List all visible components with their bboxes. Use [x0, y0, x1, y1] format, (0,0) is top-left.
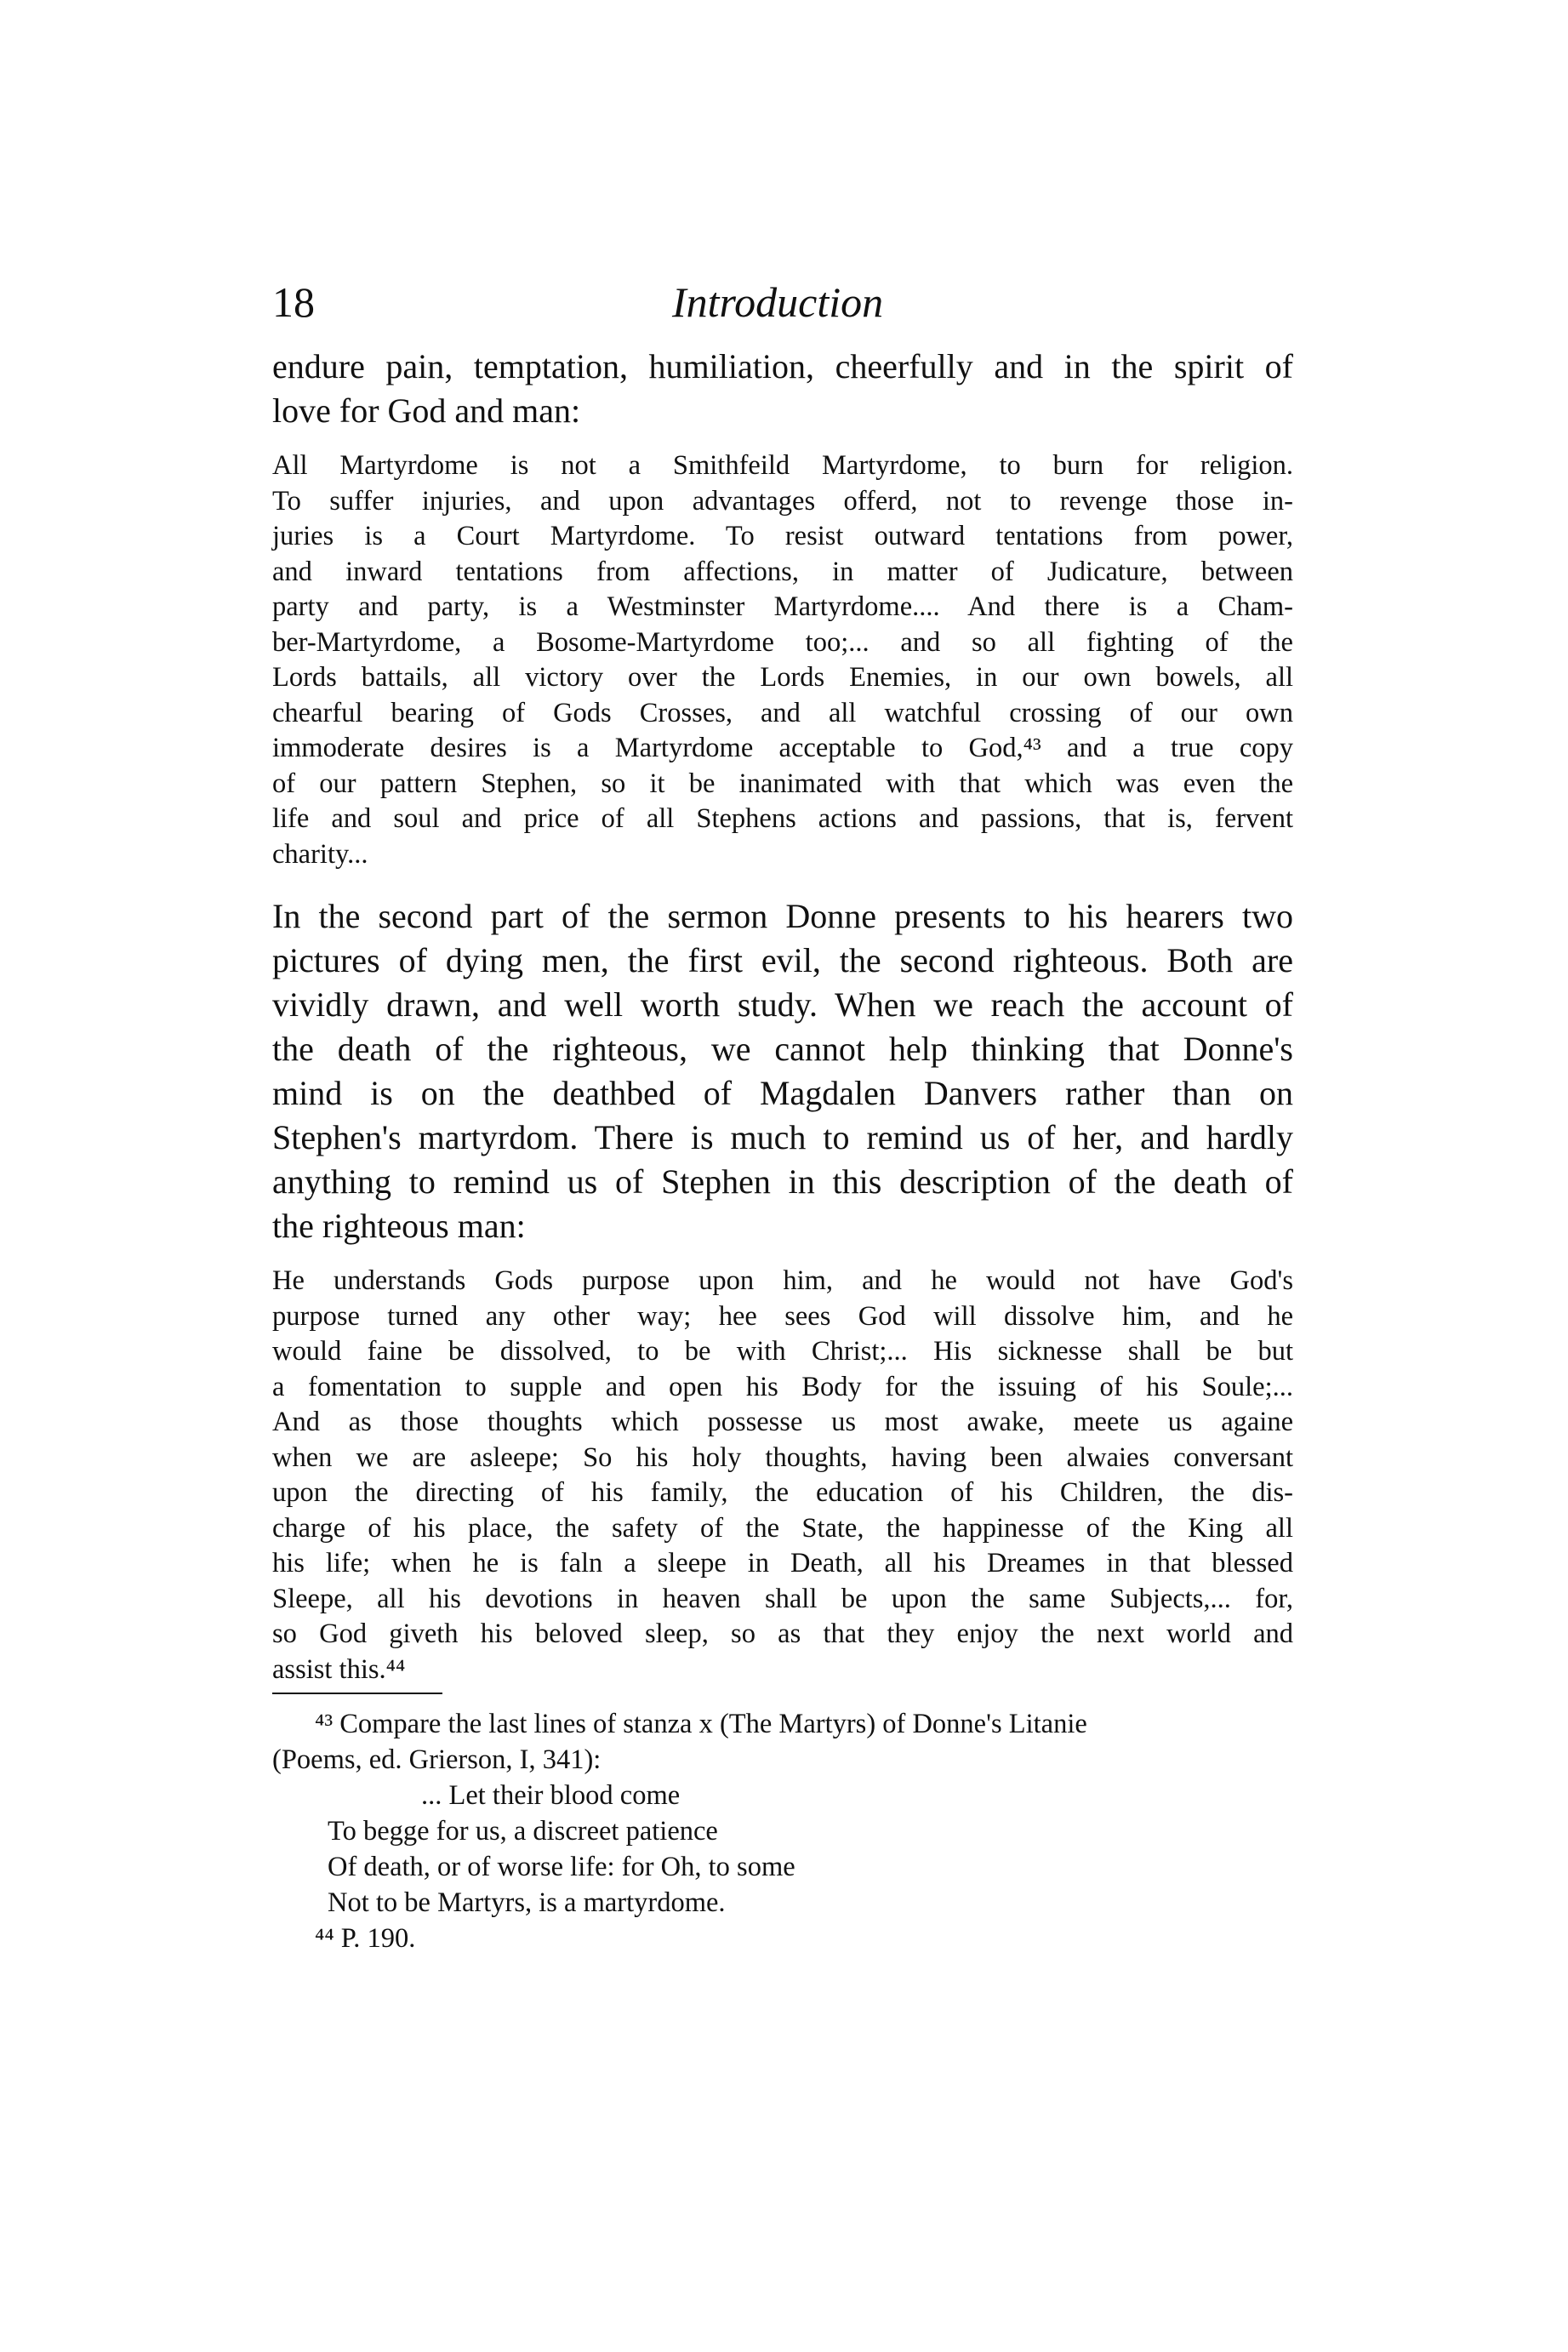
quote-line: charity...	[272, 838, 368, 870]
quote-line: juries is a Court Martyrdome. To resist outward tentations from power,	[272, 521, 1293, 551]
quote-line: would faine be dissolved, to be with Christ;... His sicknesse shall be but	[272, 1336, 1293, 1367]
quote-line: And as those thoughts which possesse us most awake, meete us againe	[272, 1407, 1293, 1437]
footnote-43-line-2: (Poems, ed. Grierson, I, 341):	[272, 1744, 602, 1775]
footnote-43-line-1: ⁴³ Compare the last lines of stanza x (The Martyrs) of Donne's Litanie	[315, 1709, 1087, 1739]
running-head: Introduction	[672, 278, 884, 326]
text-line: mind is on the deathbed of Magdalen Danvers rather than on	[272, 1074, 1293, 1112]
quote-line: his life; when he is faln a sleepe in Death, all his Dreames in that blessed	[272, 1548, 1293, 1578]
verse-line: Not to be Martyrs, is a martyrdome.	[328, 1887, 726, 1918]
quote-line: life and soul and price of all Stephens actions and passions, that is, fervent	[272, 803, 1293, 834]
quote-line: Lords battails, all victory over the Lords Enemies, in our own bowels, all	[272, 662, 1293, 693]
quote-line: upon the directing of his family, the education of his Children, the dis-	[272, 1477, 1293, 1508]
page-header	[272, 277, 1293, 336]
text-line: vividly drawn, and well worth study. When we reach the account of	[272, 985, 1293, 1024]
quote-line: All Martyrdome is not a Smithfeild Martyrdome, to burn for religion.	[272, 450, 1293, 481]
paragraph-second-part	[272, 894, 1293, 1248]
page-number: 18	[272, 278, 315, 326]
verse-line: Of death, or of worse life: for Oh, to some	[328, 1852, 795, 1882]
quote-line: when we are asleepe; So his holy thoughts, having been alwaies conversant	[272, 1441, 1293, 1473]
text-line: anything to remind us of Stephen in this description of the death of	[272, 1162, 1293, 1201]
intro-paragraph	[272, 345, 1293, 433]
quote-line: party and party, is a Westminster Martyrdome.... And there is a Cham-	[272, 591, 1293, 622]
page-body	[272, 345, 1293, 1956]
quote-line: Sleepe, all his devotions in heaven shall be upon the same Subjects,... for,	[272, 1583, 1293, 1614]
quote-line: charge of his place, the safety of the State, the happinesse of the King all	[272, 1512, 1293, 1544]
footnote-rule	[272, 1693, 442, 1694]
quote-line: and inward tentations from affections, in matter of Judicature, between	[272, 556, 1293, 587]
text-line: the righteous man:	[272, 1207, 526, 1245]
footnotes	[272, 1706, 1293, 1956]
quote-line: so God giveth his beloved sleep, so as that they enjoy the next world and	[272, 1618, 1293, 1649]
quote-line: assist this.⁴⁴	[272, 1653, 406, 1685]
quote-line: purpose turned any other way; hee sees God will dissolve him, and he	[272, 1300, 1293, 1332]
text-line: endure pain, temptation, humiliation, cheerfully and in the spirit of	[272, 347, 1293, 385]
footnote-44: ⁴⁴ P. 190.	[315, 1923, 416, 1954]
quote-line: He understands Gods purpose upon him, and he would not have God's	[272, 1265, 1293, 1296]
text-line: love for God and man:	[272, 391, 581, 430]
text-line: pictures of dying men, the first evil, the second righteous. Both are	[272, 941, 1293, 979]
quote-line: To suffer injuries, and upon advantages offerd, not to revenge those in-	[272, 485, 1293, 517]
verse-line: ... Let their blood come	[421, 1780, 681, 1811]
text-line: In the second part of the sermon Donne presents to his hearers two	[272, 897, 1293, 935]
verse-line: To begge for us, a discreet patience	[328, 1816, 718, 1847]
quote-line: of our pattern Stephen, so it be inanimated with that which was even the	[272, 768, 1293, 799]
footnote-verse	[272, 1778, 1293, 1921]
quote-line: a fomentation to supple and open his Body for the issuing of his Soule;...	[272, 1371, 1293, 1402]
block-quote-righteous-man	[272, 1264, 1293, 1687]
quote-line: immoderate desires is a Martyrdome acceptable to God,⁴³ and a true copy	[272, 733, 1293, 763]
text-line: Stephen's martyrdom. There is much to remind us of her, and hardly	[272, 1118, 1293, 1156]
quote-line: ber-Martyrdome, a Bosome-Martyrdome too;... and so all fighting of the	[272, 626, 1293, 658]
text-line: the death of the righteous, we cannot help thinking that Donne's	[272, 1030, 1293, 1068]
block-quote-martyrdome	[272, 448, 1293, 872]
quote-line: chearful bearing of Gods Crosses, and all watchful crossing of our own	[272, 697, 1293, 728]
